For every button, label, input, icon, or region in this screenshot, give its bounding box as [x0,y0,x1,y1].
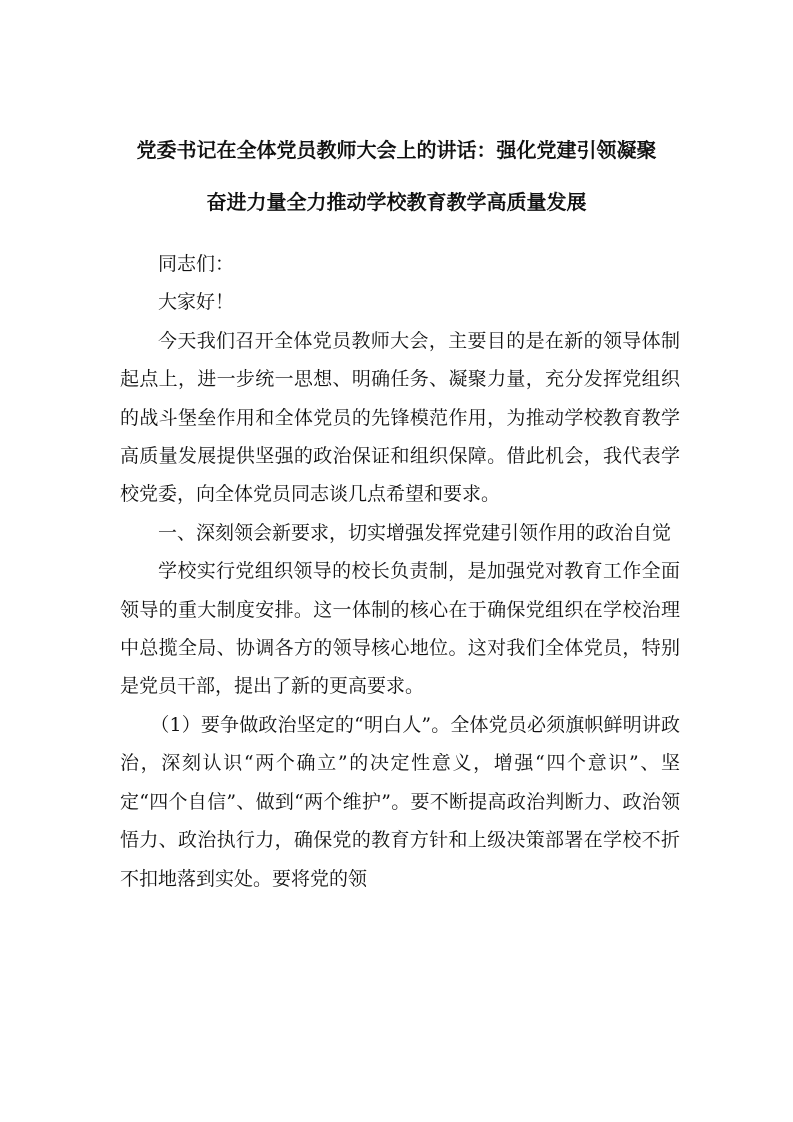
document-body [120,245,680,898]
greeting: 大家好！ [158,291,235,314]
salutation: 同志们： [158,253,235,275]
paragraph-intro: 今天我们召开全体党员教师大会，主要目的是在新的领导体制起点上，进一步统一思想、明确任务、凝聚力量，充分发挥党组织的战斗堡垒作用和全体党员的先锋模范作用，为推动学校教育教学高质量发展提供坚强的政治保证和组织保障。借此机会，我代表学校党委，向全体党员同志谈几点希望和要求。 [120,329,680,506]
document-title [100,124,693,228]
paragraph-item-1: （1）要争做政治坚定的“明白人”。全体党员必须旗帜鲜明讲政治，深刻认识“两个确立”的决定性意义，增强“四个意识”、坚定“四个自信”、做到“两个维护”。要不断提高政治判断力、政治领悟力、政治执行力，确保党的教育方针和上级决策部署在学校不折不扣地落到实处。要将党的领 [120,713,680,890]
section-heading-1: 一、深刻领会新要求，切实增强发挥党建引领作用的政治自觉 [158,521,672,544]
paragraph-section-1: 学校实行党组织领导的校长负责制，是加强党对教育工作全面领导的重大制度安排。这一体制的核心在于确保党组织在学校治理中总揽全局、协调各方的领导核心地位。这对我们全体党员，特别是党员干部，提出了新的更高要求。 [120,560,680,698]
title-line-2: 奋进力量全力推动学校教育教学高质量发展 [206,190,587,214]
title-line-1: 党委书记在全体党员教师大会上的讲话：强化党建引领凝聚 [136,138,657,162]
